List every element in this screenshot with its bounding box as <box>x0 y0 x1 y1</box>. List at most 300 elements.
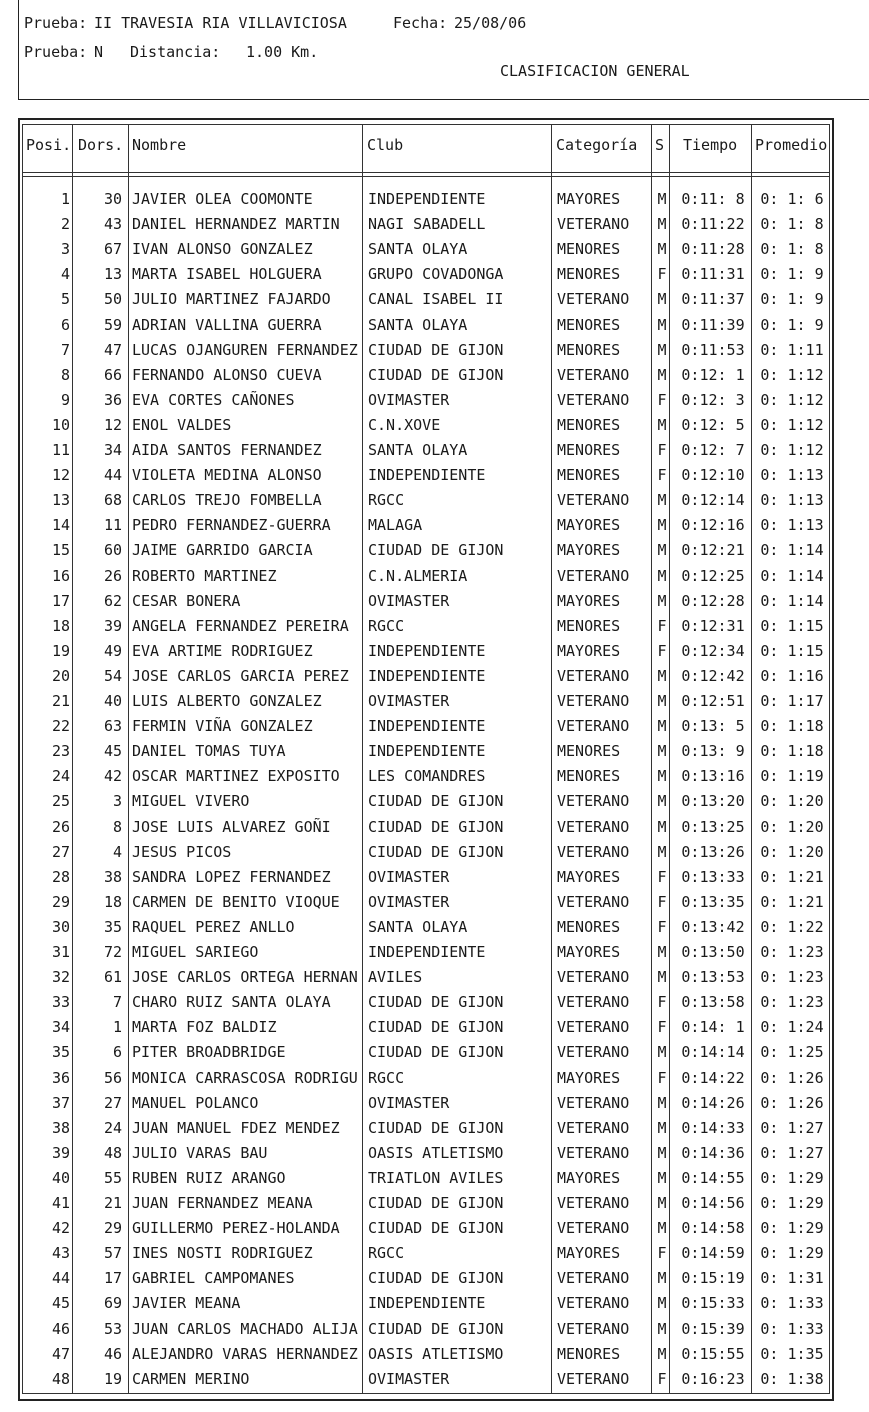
cell-nombre: JAVIER OLEA COOMONTE <box>132 190 313 208</box>
cell-categoria: VETERANO <box>557 1320 630 1338</box>
cell-position: 8 <box>60 366 70 384</box>
cell-club: CIUDAD DE GIJON <box>368 541 504 559</box>
cell-promedio: 0: 1:14 <box>760 541 824 559</box>
cell-sexo: M <box>657 1269 667 1287</box>
cell-promedio: 0: 1: 9 <box>760 290 824 308</box>
cell-promedio: 0: 1:21 <box>760 893 824 911</box>
cell-sexo: M <box>657 717 667 735</box>
cell-tiempo: 0:13:35 <box>681 893 745 911</box>
cell-position: 30 <box>51 918 70 936</box>
cell-position: 37 <box>51 1094 70 1112</box>
cell-dorsal: 68 <box>103 491 122 509</box>
cell-promedio: 0: 1: 9 <box>760 265 824 283</box>
cell-position: 27 <box>51 843 70 861</box>
cell-promedio: 0: 1:27 <box>760 1144 824 1162</box>
cell-categoria: VETERANO <box>557 818 630 836</box>
cell-promedio: 0: 1:18 <box>760 717 824 735</box>
cell-categoria: MENORES <box>557 416 621 434</box>
cell-sexo: M <box>657 692 667 710</box>
cell-promedio: 0: 1:23 <box>760 993 824 1011</box>
table-row <box>22 1342 830 1367</box>
cell-categoria: MENORES <box>557 918 621 936</box>
col-header-promedio: Promedio <box>755 136 828 154</box>
cell-position: 16 <box>51 567 70 585</box>
cell-nombre: OSCAR MARTINEZ EXPOSITO <box>132 767 340 785</box>
cell-nombre: JAVIER MEANA <box>132 1294 241 1312</box>
table-row <box>22 940 830 965</box>
cell-dorsal: 36 <box>103 391 122 409</box>
cell-dorsal: 3 <box>112 792 122 810</box>
distancia-value: 1.00 Km. <box>246 43 319 61</box>
cell-categoria: VETERANO <box>557 893 630 911</box>
cell-nombre: ANGELA FERNANDEZ PEREIRA <box>132 617 349 635</box>
cell-club: OASIS ATLETISMO <box>368 1345 504 1363</box>
cell-promedio: 0: 1:24 <box>760 1018 824 1036</box>
cell-promedio: 0: 1:20 <box>760 792 824 810</box>
cell-promedio: 0: 1:20 <box>760 843 824 861</box>
cell-sexo: F <box>657 1370 667 1388</box>
cell-sexo: M <box>657 1194 667 1212</box>
cell-sexo: F <box>657 617 667 635</box>
cell-dorsal: 39 <box>103 617 122 635</box>
header-row-divider <box>22 172 830 173</box>
cell-sexo: M <box>657 1345 667 1363</box>
cell-club: SANTA OLAYA <box>368 918 468 936</box>
table-row <box>22 1166 830 1191</box>
cell-promedio: 0: 1:26 <box>760 1069 824 1087</box>
cell-club: OVIMASTER <box>368 1094 450 1112</box>
table-row <box>22 965 830 990</box>
cell-tiempo: 0:13: 5 <box>681 717 745 735</box>
cell-tiempo: 0:13:42 <box>681 918 745 936</box>
cell-promedio: 0: 1:11 <box>760 341 824 359</box>
cell-club: CIUDAD DE GIJON <box>368 341 504 359</box>
cell-promedio: 0: 1: 8 <box>760 240 824 258</box>
cell-categoria: VETERANO <box>557 1119 630 1137</box>
cell-club: CIUDAD DE GIJON <box>368 1269 504 1287</box>
cell-sexo: F <box>657 918 667 936</box>
col-header-sexo: S <box>655 136 665 154</box>
cell-position: 5 <box>60 290 70 308</box>
cell-sexo: M <box>657 767 667 785</box>
cell-nombre: MIGUEL VIVERO <box>132 792 250 810</box>
cell-categoria: MENORES <box>557 265 621 283</box>
cell-categoria: VETERANO <box>557 792 630 810</box>
cell-tiempo: 0:12:31 <box>681 617 745 635</box>
cell-categoria: VETERANO <box>557 1094 630 1112</box>
cell-sexo: F <box>657 441 667 459</box>
cell-categoria: MENORES <box>557 441 621 459</box>
cell-categoria: MAYORES <box>557 868 621 886</box>
prueba2-value: N <box>94 43 104 61</box>
cell-tiempo: 0:11:37 <box>681 290 745 308</box>
cell-promedio: 0: 1:15 <box>760 617 824 635</box>
table-row <box>22 1066 830 1091</box>
cell-categoria: MAYORES <box>557 1169 621 1187</box>
cell-promedio: 0: 1:31 <box>760 1269 824 1287</box>
cell-position: 47 <box>51 1345 70 1363</box>
table-row <box>22 689 830 714</box>
cell-sexo: F <box>657 642 667 660</box>
cell-tiempo: 0:12: 7 <box>681 441 745 459</box>
cell-promedio: 0: 1: 8 <box>760 215 824 233</box>
cell-categoria: VETERANO <box>557 993 630 1011</box>
cell-nombre: GABRIEL CAMPOMANES <box>132 1269 295 1287</box>
cell-club: C.N.ALMERIA <box>368 567 468 585</box>
cell-position: 31 <box>51 943 70 961</box>
cell-position: 22 <box>51 717 70 735</box>
col-header-dors: Dors. <box>78 136 124 154</box>
table-row <box>22 1091 830 1116</box>
cell-tiempo: 0:13:53 <box>681 968 745 986</box>
cell-dorsal: 72 <box>103 943 122 961</box>
cell-nombre: JESUS PICOS <box>132 843 232 861</box>
cell-tiempo: 0:11: 8 <box>681 190 745 208</box>
cell-nombre: JUAN FERNANDEZ MEANA <box>132 1194 313 1212</box>
cell-dorsal: 57 <box>103 1244 122 1262</box>
cell-club: OVIMASTER <box>368 868 450 886</box>
cell-tiempo: 0:13:16 <box>681 767 745 785</box>
cell-position: 42 <box>51 1219 70 1237</box>
cell-sexo: M <box>657 1294 667 1312</box>
cell-dorsal: 48 <box>103 1144 122 1162</box>
cell-tiempo: 0:13: 9 <box>681 742 745 760</box>
cell-nombre: JUAN MANUEL FDEZ MENDEZ <box>132 1119 340 1137</box>
cell-club: INDEPENDIENTE <box>368 667 486 685</box>
cell-club: CANAL ISABEL II <box>368 290 504 308</box>
cell-categoria: MENORES <box>557 1345 621 1363</box>
cell-sexo: M <box>657 567 667 585</box>
cell-sexo: F <box>657 1069 667 1087</box>
cell-promedio: 0: 1:14 <box>760 567 824 585</box>
cell-dorsal: 44 <box>103 466 122 484</box>
cell-dorsal: 53 <box>103 1320 122 1338</box>
cell-sexo: F <box>657 868 667 886</box>
cell-nombre: ROBERTO MARTINEZ <box>132 567 277 585</box>
prueba-label: Prueba: <box>24 14 88 32</box>
cell-promedio: 0: 1:38 <box>760 1370 824 1388</box>
cell-club: CIUDAD DE GIJON <box>368 818 504 836</box>
cell-club: INDEPENDIENTE <box>368 466 486 484</box>
cell-categoria: VETERANO <box>557 215 630 233</box>
cell-nombre: CHARO RUIZ SANTA OLAYA <box>132 993 331 1011</box>
cell-categoria: VETERANO <box>557 366 630 384</box>
cell-tiempo: 0:15:33 <box>681 1294 745 1312</box>
cell-dorsal: 60 <box>103 541 122 559</box>
cell-dorsal: 49 <box>103 642 122 660</box>
cell-tiempo: 0:12: 5 <box>681 416 745 434</box>
cell-club: RGCC <box>368 617 405 635</box>
cell-nombre: CARMEN MERINO <box>132 1370 250 1388</box>
cell-dorsal: 6 <box>112 1043 122 1061</box>
cell-nombre: PEDRO FERNANDEZ-GUERRA <box>132 516 331 534</box>
cell-nombre: VIOLETA MEDINA ALONSO <box>132 466 322 484</box>
cell-promedio: 0: 1:20 <box>760 818 824 836</box>
table-row <box>22 915 830 940</box>
table-row <box>22 1141 830 1166</box>
cell-position: 1 <box>60 190 70 208</box>
cell-nombre: JULIO VARAS BAU <box>132 1144 268 1162</box>
header-row-divider <box>22 176 830 177</box>
cell-club: SANTA OLAYA <box>368 240 468 258</box>
cell-categoria: VETERANO <box>557 1370 630 1388</box>
table-row <box>22 990 830 1015</box>
col-header-tiempo: Tiempo <box>683 136 738 154</box>
cell-club: INDEPENDIENTE <box>368 1294 486 1312</box>
table-row <box>22 363 830 388</box>
cell-nombre: EVA ARTIME RODRIGUEZ <box>132 642 313 660</box>
cell-club: AVILES <box>368 968 423 986</box>
cell-dorsal: 24 <box>103 1119 122 1137</box>
cell-dorsal: 27 <box>103 1094 122 1112</box>
cell-position: 28 <box>51 868 70 886</box>
cell-promedio: 0: 1:26 <box>760 1094 824 1112</box>
cell-position: 10 <box>51 416 70 434</box>
cell-promedio: 0: 1:29 <box>760 1169 824 1187</box>
cell-sexo: F <box>657 265 667 283</box>
cell-promedio: 0: 1:12 <box>760 416 824 434</box>
cell-categoria: MENORES <box>557 466 621 484</box>
cell-sexo: M <box>657 491 667 509</box>
table-row <box>22 739 830 764</box>
cell-nombre: MANUEL POLANCO <box>132 1094 259 1112</box>
cell-club: OVIMASTER <box>368 893 450 911</box>
cell-tiempo: 0:12:21 <box>681 541 745 559</box>
cell-sexo: M <box>657 667 667 685</box>
cell-nombre: CESAR BONERA <box>132 592 241 610</box>
cell-nombre: JOSE LUIS ALVAREZ GOÑI <box>132 818 331 836</box>
table-row <box>22 639 830 664</box>
cell-dorsal: 12 <box>103 416 122 434</box>
cell-position: 32 <box>51 968 70 986</box>
cell-promedio: 0: 1:12 <box>760 391 824 409</box>
cell-position: 18 <box>51 617 70 635</box>
col-header-posi: Posi. <box>26 136 72 154</box>
cell-club: GRUPO COVADONGA <box>368 265 504 283</box>
cell-position: 44 <box>51 1269 70 1287</box>
cell-dorsal: 19 <box>103 1370 122 1388</box>
cell-nombre: SANDRA LOPEZ FERNANDEZ <box>132 868 331 886</box>
cell-tiempo: 0:15:39 <box>681 1320 745 1338</box>
cell-promedio: 0: 1:19 <box>760 767 824 785</box>
cell-tiempo: 0:13:25 <box>681 818 745 836</box>
cell-dorsal: 13 <box>103 265 122 283</box>
cell-categoria: MAYORES <box>557 1244 621 1262</box>
cell-tiempo: 0:12:42 <box>681 667 745 685</box>
cell-sexo: M <box>657 290 667 308</box>
table-row <box>22 1191 830 1216</box>
cell-tiempo: 0:12: 3 <box>681 391 745 409</box>
cell-categoria: VETERANO <box>557 1043 630 1061</box>
cell-position: 6 <box>60 316 70 334</box>
cell-promedio: 0: 1:29 <box>760 1219 824 1237</box>
cell-promedio: 0: 1: 6 <box>760 190 824 208</box>
cell-nombre: MONICA CARRASCOSA RODRIGU <box>132 1069 358 1087</box>
cell-position: 26 <box>51 818 70 836</box>
cell-club: TRIATLON AVILES <box>368 1169 504 1187</box>
cell-promedio: 0: 1:27 <box>760 1119 824 1137</box>
cell-tiempo: 0:12:14 <box>681 491 745 509</box>
cell-categoria: VETERANO <box>557 1018 630 1036</box>
cell-position: 14 <box>51 516 70 534</box>
cell-club: INDEPENDIENTE <box>368 190 486 208</box>
cell-position: 19 <box>51 642 70 660</box>
table-row <box>22 1015 830 1040</box>
cell-position: 13 <box>51 491 70 509</box>
cell-promedio: 0: 1:12 <box>760 366 824 384</box>
cell-tiempo: 0:14:55 <box>681 1169 745 1187</box>
fecha-label: Fecha: <box>393 14 448 32</box>
cell-sexo: M <box>657 943 667 961</box>
cell-dorsal: 54 <box>103 667 122 685</box>
table-row <box>22 1266 830 1291</box>
cell-dorsal: 59 <box>103 316 122 334</box>
cell-tiempo: 0:11:31 <box>681 265 745 283</box>
cell-categoria: VETERANO <box>557 1219 630 1237</box>
cell-position: 17 <box>51 592 70 610</box>
cell-sexo: M <box>657 416 667 434</box>
cell-club: LES COMANDRES <box>368 767 486 785</box>
cell-nombre: ENOL VALDES <box>132 416 232 434</box>
cell-dorsal: 8 <box>112 818 122 836</box>
prueba2-label: Prueba: <box>24 43 88 61</box>
table-row <box>22 789 830 814</box>
cell-club: RGCC <box>368 491 405 509</box>
table-row <box>22 1241 830 1266</box>
cell-position: 9 <box>60 391 70 409</box>
cell-categoria: VETERANO <box>557 692 630 710</box>
cell-position: 4 <box>60 265 70 283</box>
col-header-nombre: Nombre <box>132 136 187 154</box>
cell-club: OVIMASTER <box>368 692 450 710</box>
cell-categoria: VETERANO <box>557 1269 630 1287</box>
cell-sexo: M <box>657 341 667 359</box>
cell-promedio: 0: 1:14 <box>760 592 824 610</box>
cell-club: NAGI SABADELL <box>368 215 486 233</box>
cell-club: RGCC <box>368 1069 405 1087</box>
cell-tiempo: 0:11:53 <box>681 341 745 359</box>
cell-sexo: M <box>657 1320 667 1338</box>
cell-categoria: VETERANO <box>557 567 630 585</box>
cell-tiempo: 0:13:26 <box>681 843 745 861</box>
cell-tiempo: 0:14:59 <box>681 1244 745 1262</box>
cell-sexo: M <box>657 968 667 986</box>
cell-promedio: 0: 1: 9 <box>760 316 824 334</box>
table-row <box>22 262 830 287</box>
cell-promedio: 0: 1:23 <box>760 943 824 961</box>
cell-tiempo: 0:12:34 <box>681 642 745 660</box>
cell-nombre: JULIO MARTINEZ FAJARDO <box>132 290 331 308</box>
cell-promedio: 0: 1:29 <box>760 1194 824 1212</box>
table-row <box>22 287 830 312</box>
cell-tiempo: 0:11:39 <box>681 316 745 334</box>
table-row <box>22 413 830 438</box>
cell-nombre: PITER BROADBRIDGE <box>132 1043 286 1061</box>
distancia-label: Distancia: <box>130 43 221 61</box>
cell-sexo: F <box>657 993 667 1011</box>
cell-nombre: MARTA ISABEL HOLGUERA <box>132 265 322 283</box>
cell-sexo: M <box>657 792 667 810</box>
cell-dorsal: 45 <box>103 742 122 760</box>
cell-promedio: 0: 1:33 <box>760 1320 824 1338</box>
cell-tiempo: 0:12:25 <box>681 567 745 585</box>
cell-tiempo: 0:15:19 <box>681 1269 745 1287</box>
cell-categoria: VETERANO <box>557 717 630 735</box>
cell-sexo: M <box>657 516 667 534</box>
cell-dorsal: 61 <box>103 968 122 986</box>
cell-dorsal: 56 <box>103 1069 122 1087</box>
cell-club: C.N.XOVE <box>368 416 441 434</box>
cell-dorsal: 55 <box>103 1169 122 1187</box>
cell-nombre: FERNANDO ALONSO CUEVA <box>132 366 322 384</box>
cell-tiempo: 0:12:10 <box>681 466 745 484</box>
table-row <box>22 614 830 639</box>
table-row <box>22 313 830 338</box>
cell-nombre: FERMIN VIÑA GONZALEZ <box>132 717 313 735</box>
table-row <box>22 338 830 363</box>
table-row <box>22 1291 830 1316</box>
cell-promedio: 0: 1:25 <box>760 1043 824 1061</box>
cell-nombre: CARMEN DE BENITO VIOQUE <box>132 893 340 911</box>
cell-tiempo: 0:14: 1 <box>681 1018 745 1036</box>
cell-club: OVIMASTER <box>368 391 450 409</box>
cell-nombre: AIDA SANTOS FERNANDEZ <box>132 441 322 459</box>
table-row <box>22 1367 830 1392</box>
cell-tiempo: 0:11:22 <box>681 215 745 233</box>
cell-club: OASIS ATLETISMO <box>368 1144 504 1162</box>
table-row <box>22 1040 830 1065</box>
cell-sexo: F <box>657 391 667 409</box>
cell-dorsal: 18 <box>103 893 122 911</box>
cell-promedio: 0: 1:15 <box>760 642 824 660</box>
cell-tiempo: 0:13:50 <box>681 943 745 961</box>
cell-dorsal: 7 <box>112 993 122 1011</box>
cell-promedio: 0: 1:12 <box>760 441 824 459</box>
table-row <box>22 714 830 739</box>
cell-tiempo: 0:14:58 <box>681 1219 745 1237</box>
cell-categoria: VETERANO <box>557 968 630 986</box>
cell-promedio: 0: 1:23 <box>760 968 824 986</box>
cell-promedio: 0: 1:13 <box>760 466 824 484</box>
cell-position: 35 <box>51 1043 70 1061</box>
cell-dorsal: 69 <box>103 1294 122 1312</box>
cell-position: 2 <box>60 215 70 233</box>
cell-dorsal: 42 <box>103 767 122 785</box>
cell-tiempo: 0:14:26 <box>681 1094 745 1112</box>
cell-club: INDEPENDIENTE <box>368 717 486 735</box>
cell-nombre: LUCAS OJANGUREN FERNANDEZ <box>132 341 358 359</box>
fecha-value: 25/08/06 <box>454 14 527 32</box>
cell-dorsal: 62 <box>103 592 122 610</box>
table-row <box>22 237 830 262</box>
cell-position: 39 <box>51 1144 70 1162</box>
cell-sexo: M <box>657 843 667 861</box>
cell-position: 20 <box>51 667 70 685</box>
cell-nombre: MARTA FOZ BALDIZ <box>132 1018 277 1036</box>
cell-nombre: CARLOS TREJO FOMBELLA <box>132 491 322 509</box>
cell-tiempo: 0:13:33 <box>681 868 745 886</box>
cell-categoria: MAYORES <box>557 190 621 208</box>
cell-dorsal: 1 <box>112 1018 122 1036</box>
cell-position: 43 <box>51 1244 70 1262</box>
cell-nombre: DANIEL HERNANDEZ MARTIN <box>132 215 340 233</box>
table-row <box>22 589 830 614</box>
cell-nombre: RUBEN RUIZ ARANGO <box>132 1169 286 1187</box>
cell-club: CIUDAD DE GIJON <box>368 993 504 1011</box>
cell-promedio: 0: 1:22 <box>760 918 824 936</box>
cell-sexo: M <box>657 1169 667 1187</box>
table-row <box>22 438 830 463</box>
